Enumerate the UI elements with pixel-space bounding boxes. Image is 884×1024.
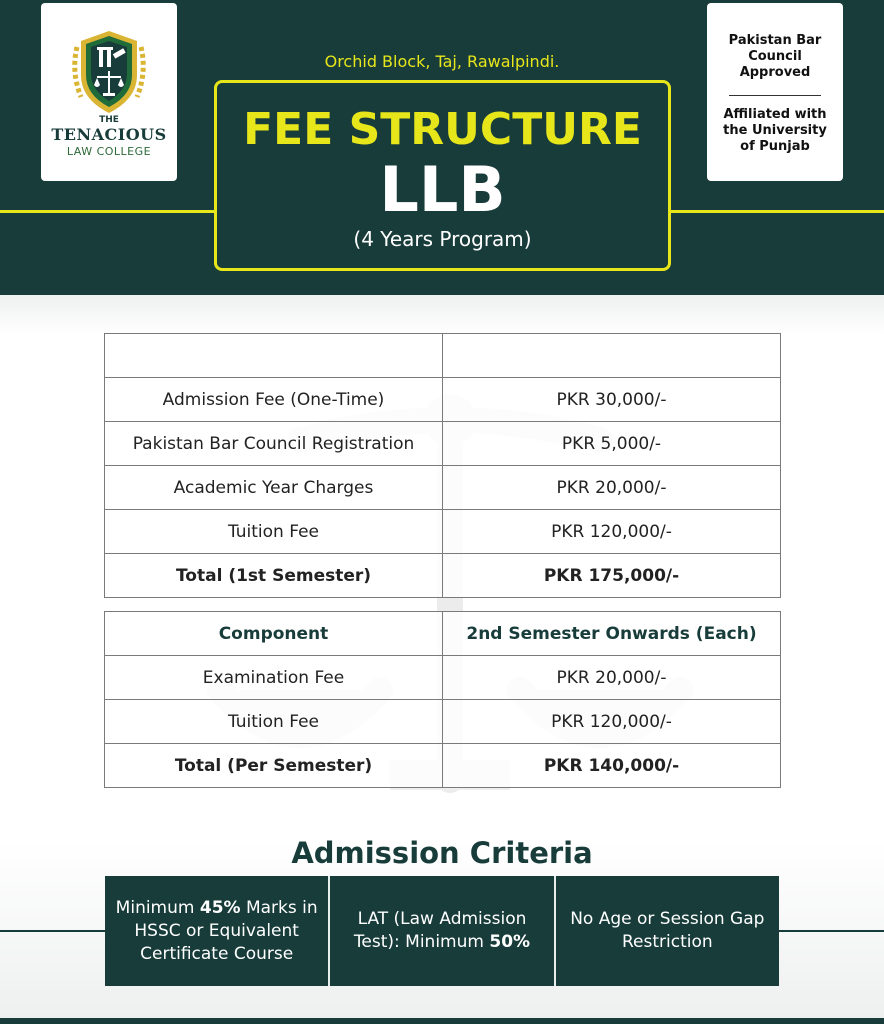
- bar-council-approval: Pakistan Bar Council Approved: [728, 33, 822, 80]
- approval-card: [707, 3, 843, 181]
- logo-text-name: TENACIOUS: [51, 125, 167, 144]
- total-label: Total (1st Semester): [105, 554, 443, 598]
- table-row: [105, 422, 781, 466]
- fee-component: Examination Fee: [105, 656, 443, 700]
- criteria-item-marks: Minimum 45% Marks in HSSC or Equivalent Certificate Course: [115, 897, 318, 964]
- table-total-row: [105, 554, 781, 598]
- table-row: [105, 466, 781, 510]
- fee-amount: PKR 30,000/-: [443, 378, 781, 422]
- table-row: [105, 700, 781, 744]
- page-title: FEE STRUCTURE: [243, 104, 642, 155]
- fee-amount: PKR 20,000/-: [443, 466, 781, 510]
- header-banner: [0, 0, 884, 295]
- fee-amount: PKR 120,000/-: [443, 700, 781, 744]
- criteria-item-lat: LAT (Law Admission Test): Minimum 50%: [328, 876, 553, 986]
- header-rule-right: [668, 210, 884, 213]
- criteria-item-age: No Age or Session Gap Restriction: [554, 876, 779, 986]
- program-name: LLB: [379, 153, 506, 226]
- subsequent-semester-fee-table: [104, 611, 781, 788]
- total-label: Total (Per Semester): [105, 744, 443, 788]
- college-logo: [41, 3, 177, 181]
- table-row: [105, 378, 781, 422]
- table-row: [105, 510, 781, 554]
- fee-component: Admission Fee (One-Time): [105, 378, 443, 422]
- fee-amount: PKR 120,000/-: [443, 510, 781, 554]
- fee-component: Tuition Fee: [105, 700, 443, 744]
- crest-shield-icon: [67, 27, 151, 117]
- total-amount: PKR 175,000/-: [443, 554, 781, 598]
- logo-text-subtitle: LAW COLLEGE: [66, 145, 152, 158]
- header-shadow-band: [0, 295, 884, 335]
- admission-criteria-heading: Admission Criteria: [291, 836, 593, 870]
- campus-location: Orchid Block, Taj, Rawalpindi.: [324, 52, 560, 71]
- table-header-row: [105, 612, 781, 656]
- fee-amount: PKR 20,000/-: [443, 656, 781, 700]
- university-affiliation: Affiliated with the University of Punjab: [723, 107, 827, 154]
- fee-amount: PKR 5,000/-: [443, 422, 781, 466]
- header-rule-left: [0, 210, 214, 213]
- table-row: [105, 656, 781, 700]
- table-header-row: [105, 334, 781, 378]
- fee-component: Tuition Fee: [105, 510, 443, 554]
- criteria-rule-left: [0, 930, 105, 932]
- column-header-amount: 1st Semester: [443, 334, 781, 378]
- first-semester-fee-table: [104, 333, 781, 598]
- fee-component: Academic Year Charges: [105, 466, 443, 510]
- logo-text-the: THE: [99, 115, 119, 125]
- approval-divider: [729, 95, 821, 96]
- admission-criteria-panel: [105, 876, 779, 986]
- column-header-component: Component: [105, 612, 443, 656]
- column-header-component: Component: [105, 334, 443, 378]
- title-box: [214, 80, 671, 271]
- total-amount: PKR 140,000/-: [443, 744, 781, 788]
- table-total-row: [105, 744, 781, 788]
- column-header-amount: 2nd Semester Onwards (Each): [443, 612, 781, 656]
- footer-bar: [0, 1018, 884, 1024]
- fee-component: Pakistan Bar Council Registration: [105, 422, 443, 466]
- program-duration: (4 Years Program): [353, 227, 532, 251]
- criteria-rule-right: [779, 930, 884, 932]
